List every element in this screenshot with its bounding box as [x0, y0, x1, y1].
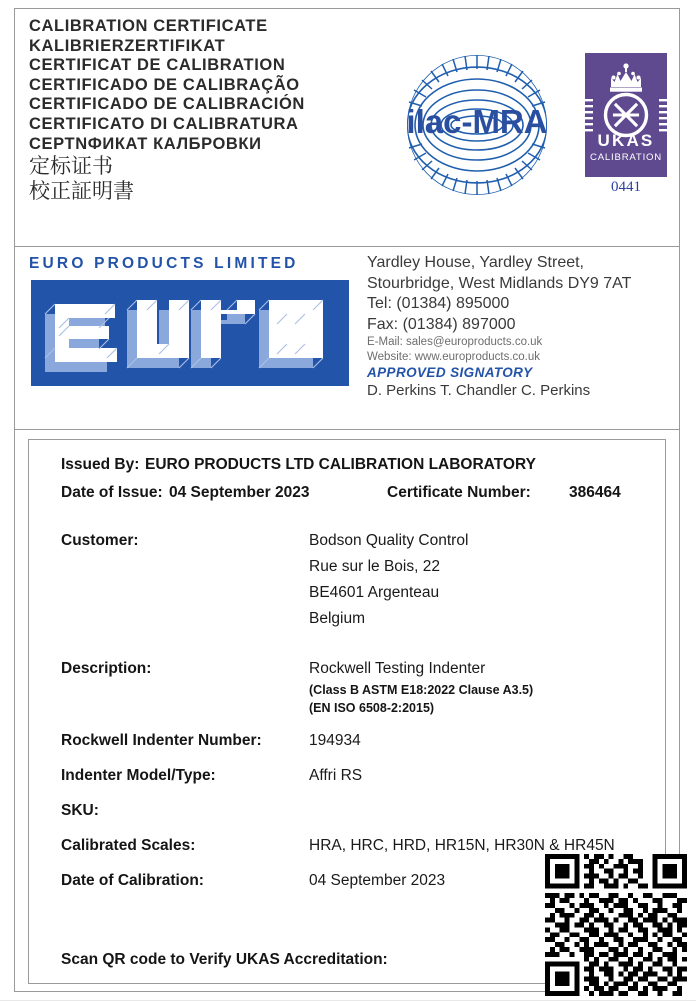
euro-logo: [31, 280, 349, 386]
date-of-issue-label: Date of Issue:: [61, 484, 163, 501]
indenter-model-value: Affri RS: [309, 767, 363, 784]
date-of-calibration-label: Date of Calibration:: [61, 872, 204, 889]
ukas-logo-box: [585, 53, 667, 177]
customer-name: Bodson Quality Control: [309, 532, 469, 549]
email: E-Mail: sales@europroducts.co.uk: [367, 336, 543, 348]
indenter-number-value: 194934: [309, 732, 361, 749]
signatory-names: D. Perkins T. Chandler C. Perkins: [367, 382, 591, 399]
title-en: CALIBRATION CERTIFICATE: [29, 17, 268, 35]
customer-country: Belgium: [309, 610, 365, 627]
company-name: EURO PRODUCTS LIMITED: [29, 255, 299, 272]
customer-city: BE4601 Argenteau: [309, 584, 440, 601]
description-value: Rockwell Testing Indenter: [309, 660, 486, 677]
qr-footer-label: Scan QR code to Verify UKAS Accreditation:: [61, 951, 388, 968]
ilac-mra-logo-text: ilac-MRA: [406, 103, 548, 140]
certificate-details-section: [15, 430, 679, 993]
date-of-issue-value: 04 September 2023: [169, 484, 310, 501]
description-label: Description:: [61, 660, 152, 677]
header-section: [15, 9, 679, 247]
multilingual-title-block: [29, 17, 397, 204]
fax: Fax: (01384) 897000: [367, 315, 516, 333]
calibrated-scales-value: HRA, HRC, HRD, HR15N, HR30N & HR45N: [309, 837, 615, 854]
address-line-1: Yardley House, Yardley Street,: [367, 254, 584, 271]
qr-code-icon: [545, 854, 687, 996]
calibrated-scales-label: Calibrated Scales:: [61, 837, 196, 854]
euro-logo-icon: [31, 280, 349, 386]
certificate-number-label: Certificate Number:: [387, 484, 531, 501]
certificate-number-value: 386464: [569, 484, 621, 501]
approved-signatory-label: APPROVED SIGNATORY: [367, 365, 533, 380]
ukas-verification-qr-code[interactable]: [545, 854, 687, 996]
description-standard-iso: (EN ISO 6508-2:2015): [309, 701, 435, 715]
company-address-block: [367, 253, 679, 400]
ukas-logo: [577, 53, 675, 203]
indenter-number-label: Rockwell Indenter Number:: [61, 732, 262, 749]
title-zh-tw: 校正証明書: [29, 179, 134, 204]
title-es: CERTIFICADO DE CALIBRACIÓN: [29, 95, 305, 114]
customer-label: Customer:: [61, 532, 139, 549]
address-line-2: Stourbridge, West Midlands DY9 7AT: [367, 274, 632, 292]
telephone: Tel: (01384) 895000: [367, 295, 510, 312]
title-it: CERTIFICATO DI CALIBRATURA: [29, 114, 299, 133]
certificate-sheet: [14, 8, 680, 992]
ukas-subtitle: CALIBRATION: [589, 152, 663, 163]
description-standard-astm: (Class B ASTM E18:2022 Clause A3.5): [309, 683, 534, 697]
ukas-accreditation-number: 0441: [611, 179, 641, 195]
issued-by-value: EURO PRODUCTS LTD CALIBRATION LABORATORY: [145, 456, 536, 473]
ukas-wordmark: UKAS: [597, 131, 655, 150]
sku-label: SKU:: [61, 802, 99, 819]
issued-by-label: Issued By:: [61, 456, 140, 473]
title-pt: CERTIFICADO DE CALIBRAÇÃO: [29, 75, 300, 94]
indenter-model-label: Indenter Model/Type:: [61, 767, 216, 784]
website: Website: www.europroducts.co.uk: [367, 350, 541, 363]
title-ru: СЕРТNФИКАТ КАЛБРОВКИ: [29, 134, 262, 153]
title-fr: CERTIFICAT DE CALIBRATION: [29, 56, 286, 75]
date-of-calibration-value: 04 September 2023: [309, 872, 446, 889]
title-de: KALIBRIERZERTIFIKAT: [29, 36, 226, 55]
ilac-mra-logo-icon: [397, 45, 557, 205]
title-zh-cn: 定标证书: [29, 154, 113, 179]
company-section: [15, 247, 679, 430]
details-panel: [28, 439, 666, 984]
customer-street: Rue sur le Bois, 22: [309, 558, 440, 575]
